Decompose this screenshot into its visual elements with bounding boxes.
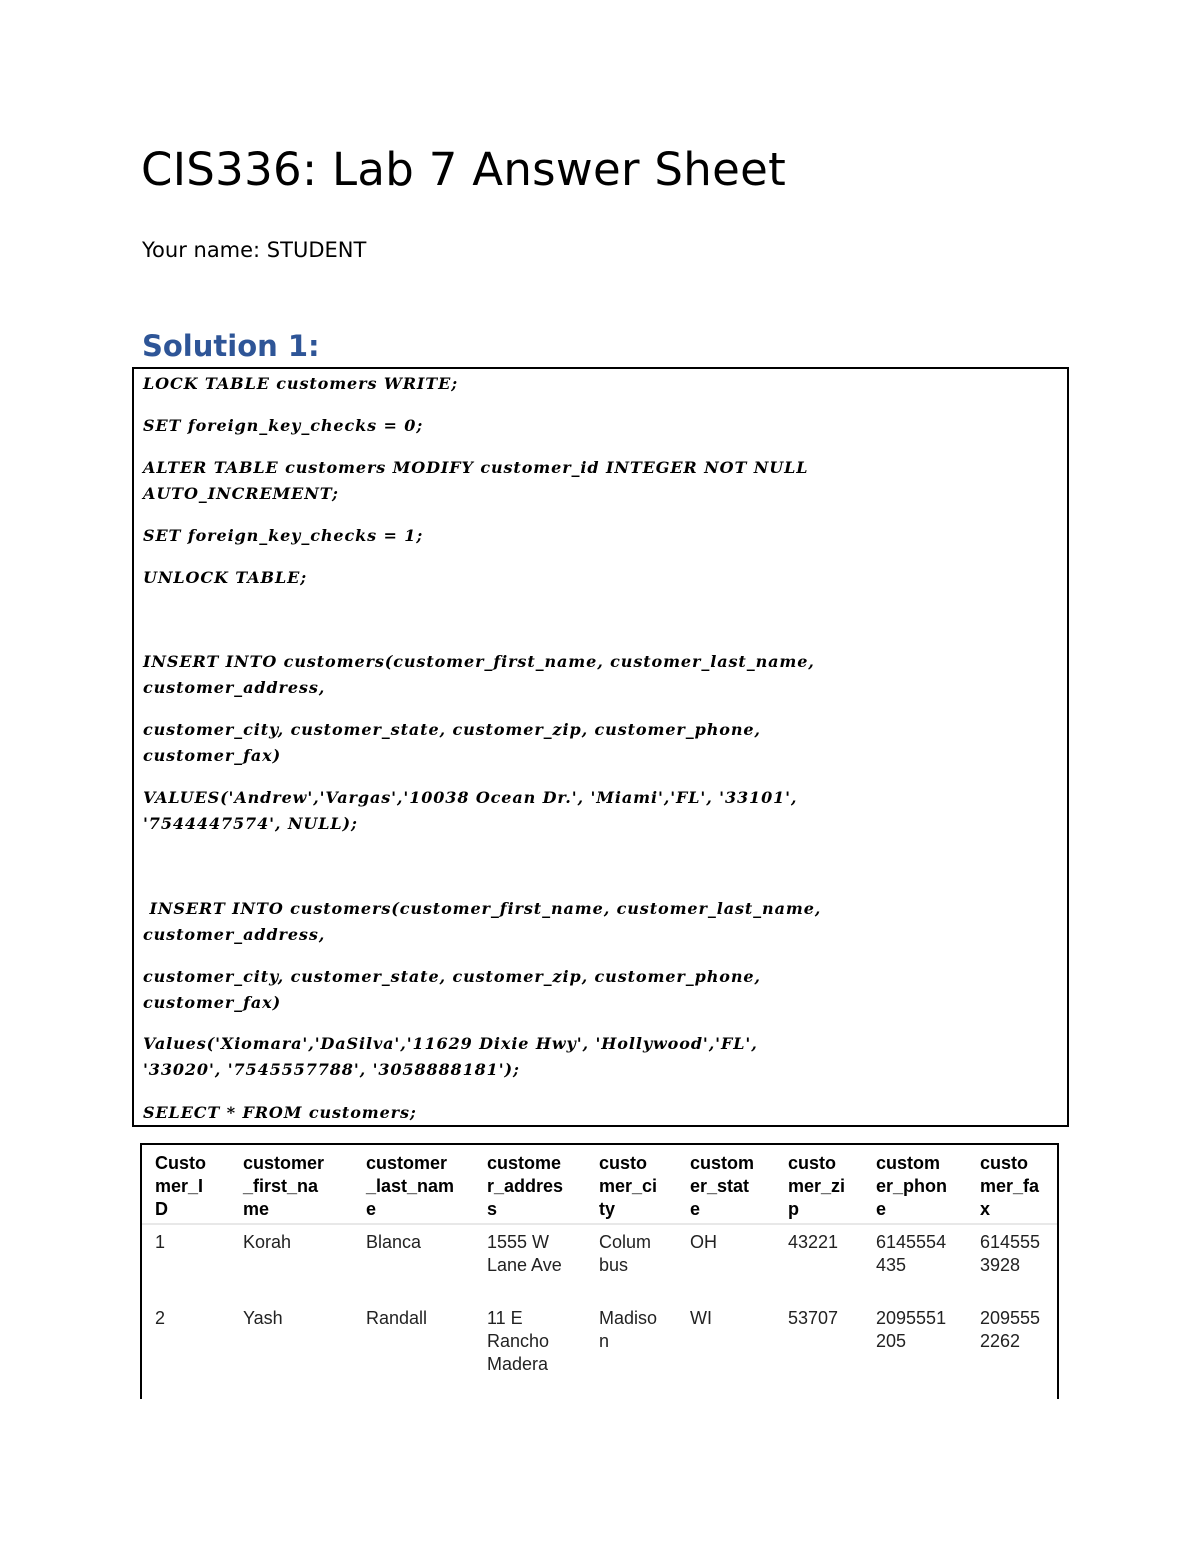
column-header: Custo mer_I D: [155, 1153, 206, 1219]
code-line: Values('Xiomara','DaSilva','11629 Dixie Hwy', 'Hollywood','FL',: [143, 1034, 758, 1053]
code-line: UNLOCK TABLE;: [143, 568, 307, 587]
code-line: customer_city, customer_state, customer_zip, customer_phone,: [143, 720, 761, 739]
table-cell: 2: [155, 1308, 166, 1328]
column-header: custo mer_fa x: [980, 1153, 1040, 1219]
table-cell: 614555 3928: [980, 1232, 1041, 1275]
table-cell: 43221: [788, 1232, 839, 1252]
code-line: VALUES('Andrew','Vargas','10038 Ocean Dr.', 'Miami','FL', '33101',: [143, 788, 798, 807]
student-name-line: Your name: STUDENT: [142, 238, 367, 262]
table-cell: 53707: [788, 1308, 839, 1328]
table-cell: Korah: [243, 1232, 292, 1252]
table-cell: OH: [690, 1232, 717, 1252]
code-line: LOCK TABLE customers WRITE;: [143, 374, 459, 393]
table-cell: 6145554 435: [876, 1232, 947, 1275]
code-line: customer_address,: [143, 678, 326, 697]
solution-heading: Solution 1:: [142, 329, 320, 363]
table-cell: Yash: [243, 1308, 283, 1328]
column-header: custome r_addres s: [487, 1153, 564, 1219]
column-header: customer _last_nam e: [366, 1153, 455, 1219]
table-cell: Madiso n: [599, 1308, 658, 1351]
table-cell: 209555 2262: [980, 1308, 1041, 1351]
column-header: customer _first_na me: [243, 1153, 325, 1219]
sql-code-box: [132, 367, 1069, 1127]
code-line: SET foreign_key_checks = 0;: [143, 416, 424, 435]
column-header: custom er_phon e: [876, 1153, 948, 1219]
code-line: SET foreign_key_checks = 1;: [143, 526, 424, 545]
code-line: customer_fax): [143, 993, 282, 1012]
customers-result-table: [140, 1143, 1059, 1399]
table-cell: Colum bus: [599, 1232, 652, 1275]
code-line: SELECT * FROM customers;: [143, 1103, 417, 1122]
table-cell: 1: [155, 1232, 166, 1252]
table-cell: WI: [690, 1308, 712, 1328]
code-line: customer_fax): [143, 746, 282, 765]
table-header-row: [142, 1145, 1057, 1223]
code-line: ALTER TABLE customers MODIFY customer_id INTEGER NOT NULL: [143, 458, 809, 477]
column-header: custo mer_ci ty: [599, 1153, 658, 1219]
column-header: custom er_stat e: [690, 1153, 755, 1219]
table-cell: 1555 W Lane Ave: [487, 1232, 562, 1275]
table-cell: Randall: [366, 1308, 428, 1328]
code-line: '33020', '7545557788', '3058888181');: [143, 1060, 520, 1079]
code-line: '7544447574', NULL);: [143, 814, 358, 833]
document-title: CIS336: Lab 7 Answer Sheet: [141, 143, 787, 196]
code-line: INSERT INTO customers(customer_first_name, customer_last_name,: [143, 899, 822, 918]
code-line: customer_city, customer_state, customer_zip, customer_phone,: [143, 967, 761, 986]
code-line: customer_address,: [143, 925, 326, 944]
header-divider: [142, 1223, 1057, 1225]
table-cell: 2095551 205: [876, 1308, 947, 1351]
code-line: INSERT INTO customers(customer_first_name, customer_last_name,: [143, 652, 815, 671]
table-cell: Blanca: [366, 1232, 422, 1252]
table-cell: 11 E Rancho Madera: [487, 1308, 550, 1374]
code-line: AUTO_INCREMENT;: [143, 484, 339, 503]
column-header: custo mer_zi p: [788, 1153, 846, 1219]
